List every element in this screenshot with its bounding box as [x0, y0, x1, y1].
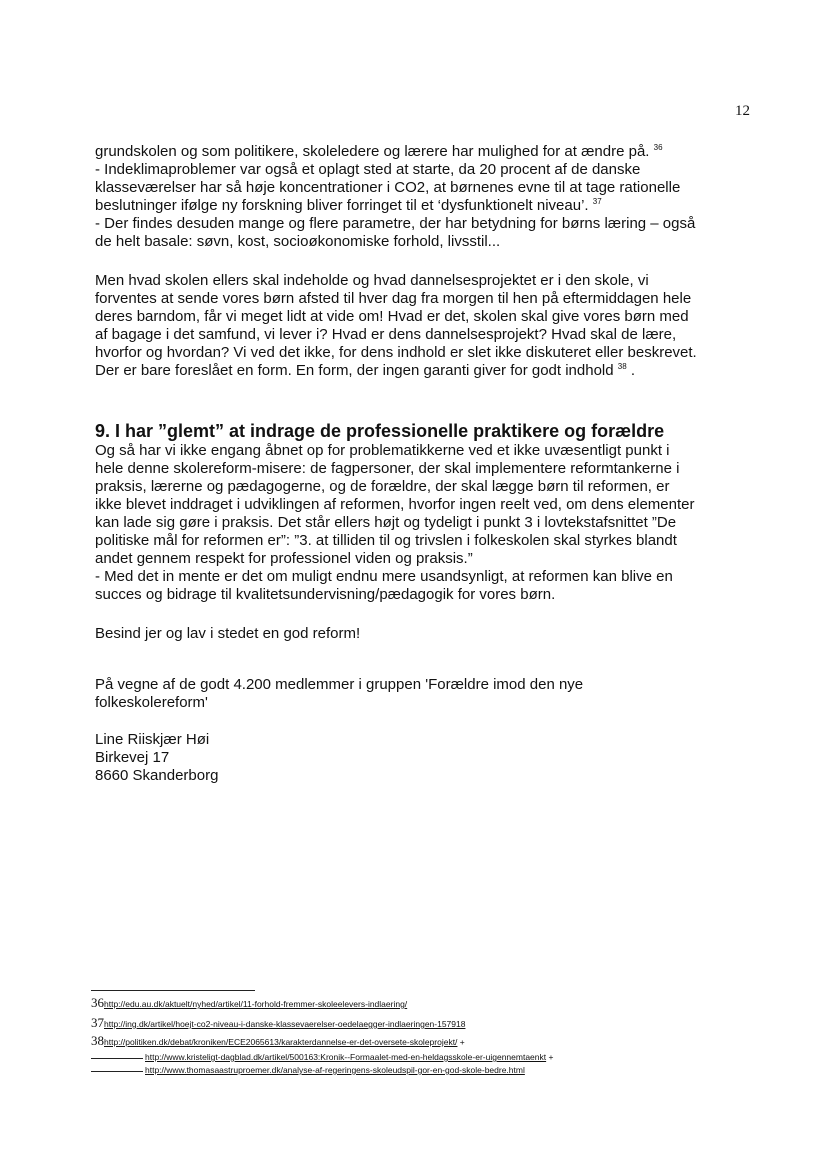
para2-line1: Men hvad skolen ellers skal indeholde og hvad dannelsesprojektet er i den skole, vi — [95, 272, 649, 289]
footnote-leader-line — [91, 1058, 143, 1059]
footnote-36 — [91, 997, 407, 1010]
footnote-number: 38 — [91, 1033, 104, 1048]
para2-line6-end: . — [626, 362, 636, 379]
para3-line5: kan lade sig gøre i praksis. Det står ellers højt og tydeligt i punkt 3 i lovtekstafsnittet ”De — [95, 514, 677, 531]
footnote-link[interactable]: http://www.thomasaastruproemer.dk/analyse-af-regeringens-skoleudspil-gor-en-god-skole-bedre.html — [145, 1065, 525, 1075]
para3-line3: praksis, lærerne og pædagogerne, og de forældre, der skal lægge børn til reformen, er — [95, 478, 670, 495]
footnote-divider — [91, 990, 255, 991]
para3-line1: Og så har vi ikke engang åbnet op for problematikkerne ved et ikke uvæsentligt punkt i — [95, 442, 670, 459]
footnote-38 — [91, 1035, 465, 1048]
footnote-ref-38[interactable]: 38 — [617, 362, 627, 371]
sender-name: Line Riiskjær Høi — [95, 731, 210, 748]
para2-line3: deres barndom, får vi meget lidt at vide om! Hvad er det, skolen skal give vores børn med — [95, 308, 689, 325]
footnote-ref-37[interactable]: 37 — [592, 197, 602, 206]
footnote-plus: + — [546, 1052, 554, 1062]
signoff-line1: På vegne af de godt 4.200 medlemmer i gruppen 'Forældre imod den nye — [95, 676, 584, 693]
sender-street: Birkevej 17 — [95, 749, 170, 766]
para1-line1: grundskolen og som politikere, skoleledere og lærere har mulighed for at ændre på. — [95, 143, 650, 160]
footnote-number: 37 — [91, 1015, 104, 1030]
para2-line6: Der er bare foreslået en form. En form, der ingen garanti giver for godt indhold — [95, 362, 614, 379]
para3-line9: succes og bidrage til kvalitetsundervisning/pædagogik for vores børn. — [95, 586, 556, 603]
para2-line2: forventes at sende vores børn afsted til hver dag fra morgen til hen på eftermiddagen hele — [95, 290, 692, 307]
footnote-38-continued — [91, 1065, 525, 1076]
para1-line3: klasseværelser har så høje koncentrationer i CO2, at børnenes evne til at tage rationelle — [95, 179, 681, 196]
sender-address — [95, 731, 755, 785]
para2-line4: af bagage i det samfund, vi lever i? Hvad er dens dannelsesprojekt? Hvad skal de lære, — [95, 326, 677, 343]
para1-line4: beslutninger ifølge ny forskning bliver forringet til et ‘dysfunktionelt niveau’. — [95, 197, 589, 214]
paragraph-practitioners — [95, 442, 755, 604]
footnote-number: 36 — [91, 995, 104, 1010]
para1-line5: - Der findes desuden mange og flere parametre, der har betydning for børns læring – også — [95, 215, 696, 232]
footnote-38-continued — [91, 1052, 553, 1063]
para1-line6: de helt basale: søvn, kost, socioøkonomiske forhold, livsstil... — [95, 233, 501, 250]
para3-line8: - Med det in mente er det om muligt endnu mere usandsynligt, at reformen kan blive en — [95, 568, 673, 585]
footnote-link[interactable]: http://politiken.dk/debat/kroniken/ECE2065613/karakterdannelse-er-det-oversete-skoleprojekt/ — [104, 1037, 458, 1047]
footnote-ref-36[interactable]: 36 — [653, 143, 663, 152]
para2-line5: hvorfor og hvordan? Vi ved det ikke, for dens indhold er slet ikke diskuteret eller beskrevet. — [95, 344, 697, 361]
footnote-link[interactable]: http://www.kristeligt-dagblad.dk/artikel/500163:Kronik--Formaalet-med-en-heldagsskole-er-uigennemtaenkt — [145, 1052, 547, 1062]
section-heading: 9. I har ”glemt” at indrage de professionelle praktikere og forældre — [95, 421, 665, 441]
paragraph-school-content — [95, 272, 755, 380]
sender-city: 8660 Skanderborg — [95, 767, 219, 784]
signoff-line2: folkeskolereform' — [95, 694, 208, 711]
para1-line2: - Indeklimaproblemer var også et oplagt sted at starte, da 20 procent af de danske — [95, 161, 641, 178]
footnote-37 — [91, 1017, 465, 1030]
paragraph-continuation — [95, 143, 755, 251]
page-number: 12 — [735, 103, 750, 119]
footnote-link[interactable]: http://edu.au.dk/aktuelt/nyhed/artikel/11-forhold-fremmer-skoleelevers-indlaering/ — [104, 999, 408, 1009]
para3-line7: andet gennem respekt for professionel viden og praksis.” — [95, 550, 473, 567]
footnote-plus: + — [457, 1037, 465, 1047]
footnote-leader-line — [91, 1071, 143, 1072]
signoff — [95, 676, 755, 712]
para3-line4: ikke blevet inddraget i udviklingen af reformen, hvorfor ingen reelt ved, om dens elementer — [95, 496, 695, 513]
para3-line6: politiske mål for reformen er”: ”3. at tilliden til og trivslen i folkeskolen skal styrkes blandt — [95, 532, 677, 549]
para3-line2: hele denne skolereform-misere: de fagpersoner, der skal implementere reformtankerne i — [95, 460, 680, 477]
footnote-link[interactable]: http://ing.dk/artikel/hoejt-co2-niveau-i-danske-klassevaerelser-oedelaegger-indlaeringen-157918 — [104, 1019, 466, 1029]
closing-appeal: Besind jer og lav i stedet en god reform! — [95, 625, 361, 642]
